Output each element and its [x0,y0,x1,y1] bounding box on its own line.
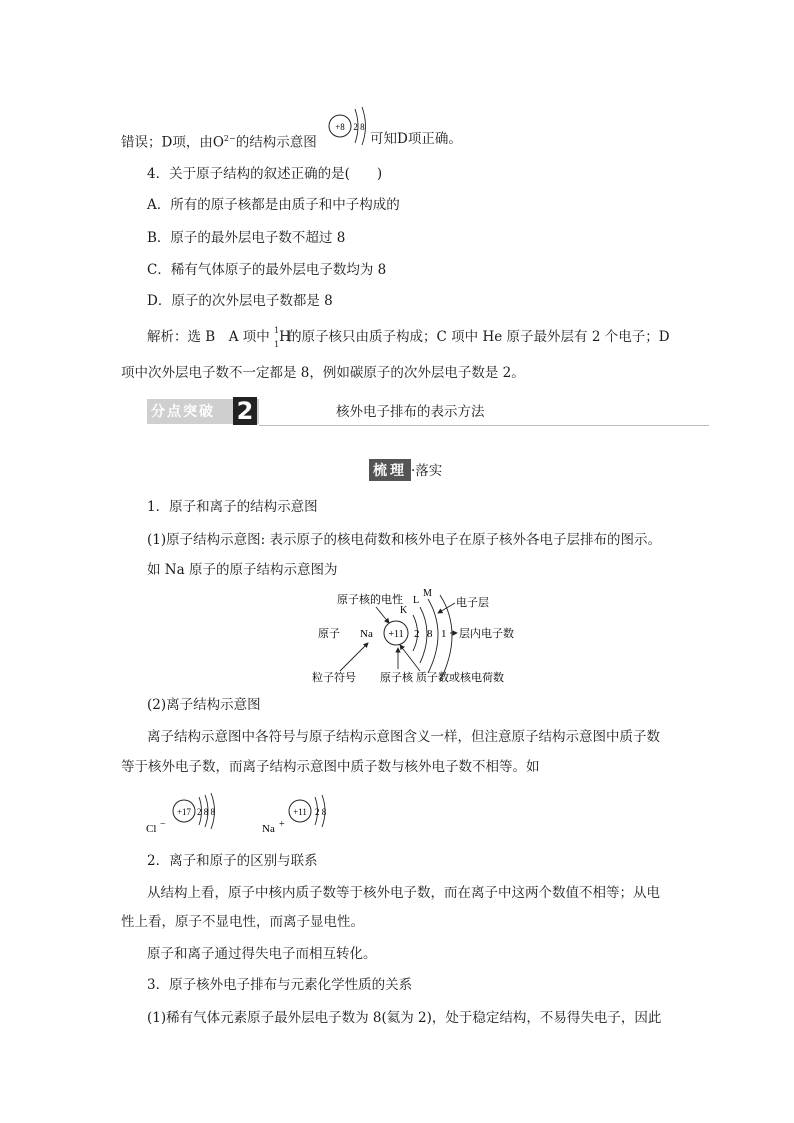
element-symbol-na: Na [360,628,373,640]
heading-3: 2．离子和原子的区别与联系 [147,853,318,869]
hydrogen-isotope [274,326,291,349]
symbol-label: 粒子符号 [312,672,356,684]
analysis-text-b: 的原子核只由质子构成；C 项中 He 原子最外层有 2 个电子；D [288,329,670,345]
question-stem: 4．关于原子结构的叙述正确的是( ) [147,166,383,182]
option-b: B．原子的最外层电子数不超过 8 [147,230,346,246]
cl-shells: 2 8 8 [197,807,215,817]
answer-text-c: 可知D项正确。 [370,131,462,147]
sodium-atom-diagram [310,585,550,690]
shell-k-label: K [400,605,408,616]
na-ion-shells: 2 8 [315,807,327,817]
cl-nucleus: +17 [176,807,192,817]
na-ion-nucleus: +11 [293,807,307,817]
section-number: 2 [233,397,257,425]
layer-count-label: 层内电子数 [459,628,514,640]
shell-label: 电子层 [456,597,489,609]
analysis-text-a: 解析：选 B A 项中 [147,329,270,345]
paragraph-5: 从结构上看，原子中核内质子数等于核外电子数，而在离子中这两个数值不相等；从电 [147,885,660,901]
nucleus-charge-label: 原子核的电性 [337,594,403,606]
na-shell-3: 1 [441,628,447,640]
nucleus-label: 原子核 [380,672,413,684]
na-shell-2: 8 [427,628,433,640]
paragraph-1: (1)原子结构示意图: 表示原子的核电荷数和核外电子在原子核外各电子层排布的图示。 [147,532,661,548]
cl-symbol: Cl [146,823,157,835]
section-header [147,397,709,427]
na-ion-charge: + [279,819,285,830]
proton-label: 质子数或核电荷数 [416,672,504,684]
paragraph-4: 等于核外电子数，而离子结构示意图中质子数与核外电子数不相等。如 [121,759,540,775]
element-symbol: H [279,329,291,345]
option-a: A．所有的原子核都是由质子和中子构成的 [147,197,400,213]
atom-label: 原子 [318,628,340,640]
option-c: C．稀有气体原子的最外层电子数均为 8 [147,262,387,278]
shell-l-label: L [413,595,420,606]
heading-2: (2)离子结构示意图 [147,697,261,713]
subsection-tag [369,459,442,481]
paragraph-8: (1)稀有气体元素原子最外层电子数为 8(氦为 2)，处于稳定结构，不易得失电子，因此 [147,1010,662,1026]
tag-box: 梳理 [369,459,411,481]
shell-m-label: M [423,588,432,599]
na-shell-1: 2 [414,628,420,640]
heading-4: 3．原子核外电子排布与元素化学性质的关系 [147,977,413,993]
paragraph-2: 如 Na 原子的原子结构示意图为 [147,562,338,578]
mass-number: 1 [274,326,280,335]
section-title: 核外电子排布的表示方法 [336,404,485,420]
answer-text-b: 的结构示意图 [235,134,317,151]
heading-1: 1．原子和离子的结构示意图 [147,499,318,515]
oxide-charge: 2− [223,134,236,143]
answer-tail-line [121,130,317,152]
tag-rest: ·落实 [411,463,443,479]
section-rule [259,425,709,426]
atomic-number: 1 [274,340,280,349]
paragraph-7: 原子和离子通过得失电子而相互转化。 [147,946,377,962]
sodium-ion-diagram [262,792,342,836]
section-label: 分点突破 [151,404,215,420]
option-d: D．原子的次外层电子数都是 8 [147,293,333,309]
na-ion-symbol: Na [262,823,275,835]
oxide-ion-diagram [326,104,376,146]
paragraph-6: 性上看，原子不显电性，而离子显电性。 [121,914,364,930]
cl-charge: − [160,819,166,830]
oxide-shells: 2 8 [353,122,365,132]
oxide-nucleus: +8 [335,122,345,132]
paragraph-3: 离子结构示意图中各符号与原子结构示意图含义一样，但注意原子结构示意图中质子数 [147,729,660,745]
na-nucleus: +11 [388,629,404,640]
chloride-ion-diagram [146,792,236,836]
answer-text-a: 错误；D项，由O [121,134,224,151]
analysis-line-2: 项中次外层电子数不一定都是 8，例如碳原子的次外层电子数是 2。 [121,365,525,381]
analysis-line-1 [147,326,670,349]
